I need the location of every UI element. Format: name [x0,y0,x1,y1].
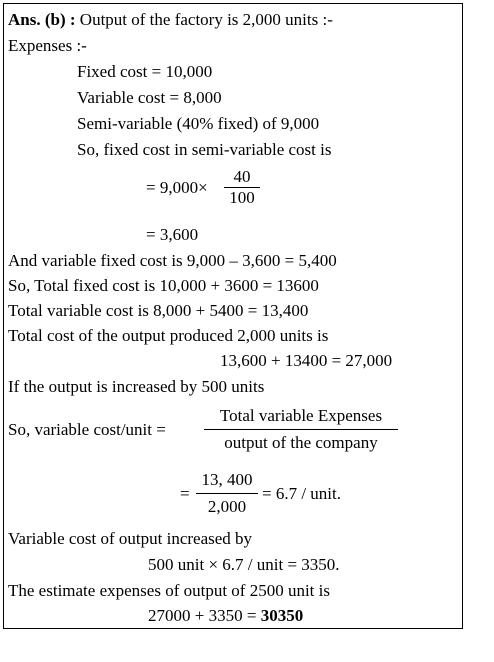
answer-label: Ans. (b) : [8,10,76,29]
calc1-result: = 3,600 [146,225,199,244]
variable-fixed-line: And variable fixed cost is 9,000 – 3,600 = 5,400 [8,251,337,270]
estimate-result-line [148,606,303,626]
total-fixed-line: So, Total fixed cost is 10,000 + 3600 = 13600 [8,276,319,295]
calc1-numerator: 40 [233,167,251,186]
calc1-fraction [224,167,260,208]
calc3-fraction [196,470,258,517]
calc2-fraction-bar [204,429,398,430]
semi-variable-line: Semi-variable (40% fixed) of 9,000 [77,114,320,133]
calc3-fraction-bar [196,493,258,494]
estimate-sum: 27000 + 3350 = [148,606,257,625]
estimate-line: The estimate expenses of output of 2500 unit is [8,581,330,600]
calc3-denominator: 2,000 [207,497,247,517]
calc2-lhs: So, variable cost/unit = [8,420,166,439]
total-variable-line: Total variable cost is 8,000 + 5400 = 13,400 [8,301,309,320]
fixed-cost-line: Fixed cost = 10,000 [77,62,213,81]
variable-cost-line: Variable cost = 8,000 [77,88,222,107]
variable-increase-calc: 500 unit × 6.7 / unit = 3350. [148,555,340,574]
so-fixed-line: So, fixed cost in semi-variable cost is [77,140,332,159]
answer-heading-text: Output of the factory is 2,000 units :- [79,10,333,29]
calc3-numerator: 13, 400 [201,470,253,489]
calc2-fraction [204,406,398,453]
calc2-numerator: Total variable Expenses [219,406,383,425]
answer-heading [8,10,333,30]
calc1-denominator: 100 [229,188,255,208]
calc3-equals: = [180,484,190,503]
increase-line: If the output is increased by 500 units [8,377,265,396]
variable-increase-line: Variable cost of output increased by [8,529,253,548]
total-cost-line: Total cost of the output produced 2,000 units is [8,326,329,345]
calc2-denominator: output of the company [224,433,378,453]
total-cost-sum: 13,600 + 13400 = 27,000 [220,351,393,370]
estimate-total: 30350 [260,606,304,625]
expenses-title: Expenses :- [8,36,87,55]
calc3-result: = 6.7 / unit. [262,484,342,503]
calc1-lhs: = 9,000× [146,178,208,197]
